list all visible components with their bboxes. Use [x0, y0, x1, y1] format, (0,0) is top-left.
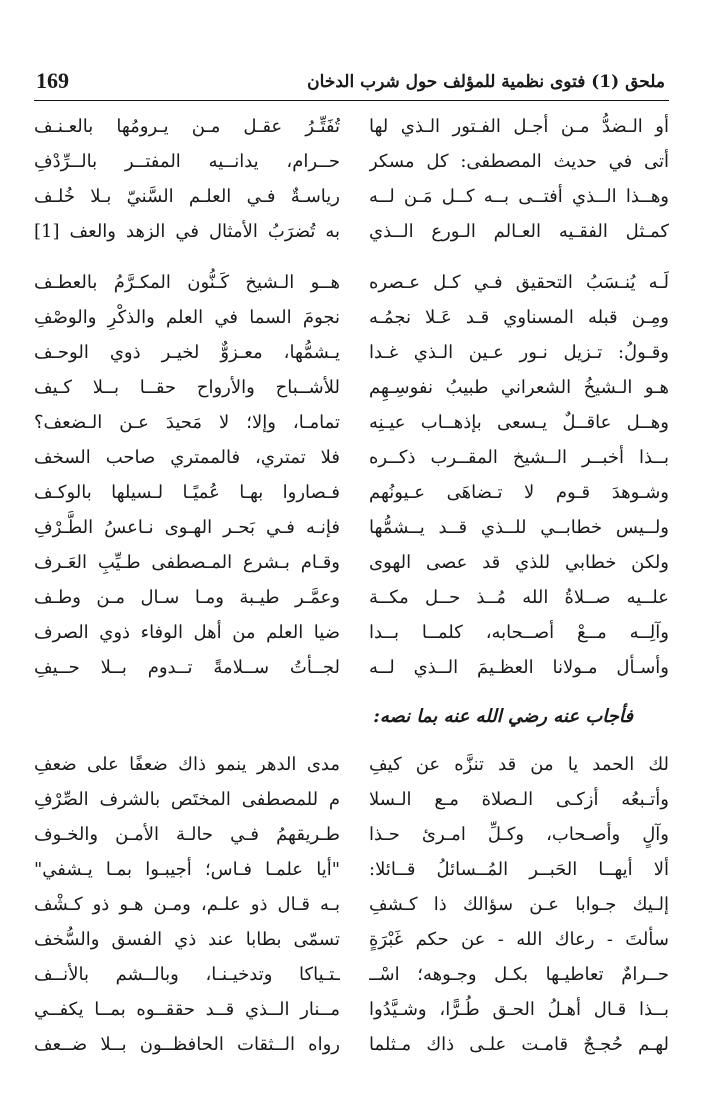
verse-second-hemistich: وعمَّـر طيـبة ومـا سـال مـن وطـف: [34, 587, 340, 608]
verse-first-hemistich: إلـيك جـوابا عـن سؤالك ذا كـشفِ: [369, 894, 669, 915]
verse-second-hemistich: فـصاروا بهـا عُميًـا لـسيلها بالوكـف: [34, 482, 340, 503]
verse-line: [0, 818, 703, 854]
verse-first-hemistich: وهــل عاقــلٌ يـسعى بإذهــاب عيـنِه: [369, 412, 669, 433]
verse-second-hemistich: للأشــباح والأرواح حقــا بــلا كـيف: [34, 377, 340, 398]
verse-line: [0, 371, 703, 407]
verse-second-hemistich: مدى الدهر ينمو ذاك ضعفًا على ضعفِ: [34, 754, 340, 775]
verse-line: [0, 145, 703, 181]
verse-second-hemistich: طـريقهمُ فـي حالـة الأمـن والخـوف: [34, 824, 340, 845]
verse-second-hemistich: تمامـا، وإلا؛ لا مَحيدَ عـن الـضعف؟: [34, 412, 340, 433]
verse-second-hemistich: هــو الـشيخ كَـنُّون المكـرَّمُ بالعطـف: [34, 272, 340, 293]
verse-line: [0, 1028, 703, 1064]
verse-first-hemistich: لك الحمد يا من قد تنزَّه عن كيفِ: [369, 754, 669, 775]
verse-first-hemistich: وقـولُ: تـزيل نـور عـين الـذي غـدا: [369, 342, 669, 363]
verse-first-hemistich: وهــذا الــذي أفتــى بــه كــل مَـن لــه: [369, 186, 669, 207]
verse-first-hemistich: علــيه صــلاةُ الله مُــذ حــل مكــة: [369, 587, 669, 608]
verse-line: [0, 215, 703, 251]
verse-first-hemistich: ولــيس خطابــي للــذي قــد يــشمُّها: [369, 517, 669, 538]
verse-first-hemistich: بــذا أخبــر الــشيخ المقــرب ذكــره: [369, 447, 669, 468]
verse-second-hemistich: فلا تمتري، فالممتري صاحب السخف: [34, 447, 340, 468]
verse-line: [0, 511, 703, 547]
verse-second-hemistich: م للمصطفى المختَص بالشرف الصِّرْفِ: [34, 789, 340, 810]
page-number: 169: [36, 68, 69, 93]
verse-line: [0, 266, 703, 302]
verse-line: [0, 581, 703, 617]
verse-first-hemistich: ألا أيهــا الحَبــر المُــسائلُ قــائلا:: [369, 859, 669, 880]
verse-second-hemistich: لجــأتُ ســلامةً تــدوم بــلا حــيفِ: [34, 657, 340, 678]
verse-line: [0, 616, 703, 652]
verse-line: [0, 853, 703, 889]
verse-first-hemistich: سألتَ - رعاك الله - عن حكم غَبْرَةٍ: [369, 929, 669, 950]
verse-second-hemistich: به تُضرَبُ الأمثال في الزهد والعف [1]: [34, 221, 340, 242]
verse-line: [0, 958, 703, 994]
verse-second-hemistich: مــنار الــذي قــد حققــوه بمــا يكفــي: [34, 999, 340, 1020]
verse-second-hemistich: ـتـياكا وتدخيـنـا، وبالــشم بالأنــف: [34, 964, 340, 985]
verse-first-hemistich: بــذا قـال أهـلُ الحـق طُـرًّا، وشـيَّدُوا: [369, 999, 669, 1020]
answer-heading: فأجاب عنه رضي الله عنه بما نصه:: [373, 706, 633, 727]
header-rule: [34, 100, 669, 101]
verse-first-hemistich: أتى في حديث المصطفى: كل مسكر: [369, 151, 669, 172]
running-header-title: ملحق (1) فتوى نظمية للمؤلف حول شرب الدخان: [307, 72, 665, 92]
verse-second-hemistich: "أيا علمـا فـاس؛ أجيبـوا بمـا يـشفي": [34, 859, 340, 880]
verse-second-hemistich: حــرام، يدانــيه المفتــر بالــرِّدْفِ: [34, 151, 340, 172]
verse-line: [0, 180, 703, 216]
verse-first-hemistich: وآلٍ وأصـحاب، وكـلِّ امـرئ حـذا: [369, 824, 669, 845]
verse-line: [0, 546, 703, 582]
verse-line: [0, 651, 703, 687]
verse-line: [0, 441, 703, 477]
verse-second-hemistich: بـه قـال ذو علـم، ومـن هـو ذو كـشْف: [34, 894, 340, 915]
verse-second-hemistich: وقـام بـشرع المـصطفى طـيِّبِ العَـرف: [34, 552, 340, 573]
verse-second-hemistich: تُفَتِّـرُ عقـل مـن يـرومُها بالعـنـف: [34, 116, 340, 137]
verse-line: [0, 336, 703, 372]
verse-line: [0, 476, 703, 512]
verse-second-hemistich: يـشمُّها، معـزوٌّ لخيـر ذوي الوحـف: [34, 342, 340, 363]
verse-first-hemistich: حــرامٌ تعاطيـها بكـل وجـوهه؛ اسْــ: [369, 964, 669, 985]
verse-line: [0, 301, 703, 337]
verse-first-hemistich: أو الـضدُّ مـن أجـل الفـتور الـذي لها: [369, 116, 669, 137]
verse-first-hemistich: كمـثل الفقـيه العـالم الـورع الــذي: [369, 221, 669, 242]
verse-first-hemistich: هـو الـشيخُ الشعراني طبيبُ نفوسِـهِم: [369, 377, 669, 398]
verse-first-hemistich: لهـم حُجـجٌ قامـت علـى ذاك مـثلما: [369, 1034, 669, 1055]
verse-first-hemistich: ولكن خطابي للذي قد عصى الهوى: [369, 552, 669, 573]
verse-first-hemistich: ومِـن قبله المسناوي قـد عَـلا نجمُـه: [369, 307, 669, 328]
verse-second-hemistich: فإنـه فـي بَحـر الهـوى نـاعسُ الطَّـرْفِ: [34, 517, 340, 538]
verse-line: [0, 406, 703, 442]
verse-second-hemistich: رياسـةٌ فـي العلـم السَّنيّ بـلا خُلـف: [34, 186, 340, 207]
verse-line: [0, 993, 703, 1029]
verse-first-hemistich: وآلِــه مــعْ أصــحابه، كلمــا بــدا: [369, 622, 669, 643]
verse-first-hemistich: وأسـأل مـولانا العظـيمَ الــذي لــه: [369, 657, 669, 678]
verse-line: [0, 748, 703, 784]
verse-line: [0, 783, 703, 819]
verse-second-hemistich: ضيا العلم من أهل الوفاء ذوي الصرف: [34, 622, 340, 643]
verse-second-hemistich: نجومَ السما في العلم والذكْرِ والوصْفِ: [34, 307, 340, 328]
verse-first-hemistich: وشـوهدَ قـوم لا تـضاهَى عـيونُهم: [369, 482, 669, 503]
verse-second-hemistich: تسمّى بطابا عند ذي الفسق والسُّخف: [34, 929, 340, 950]
verse-first-hemistich: لَـه يُنـسَبُ التحقيق فـي كـل عـصره: [369, 272, 669, 293]
verse-line: [0, 923, 703, 959]
verse-line: [0, 888, 703, 924]
verse-line: [0, 110, 703, 146]
verse-first-hemistich: وأتـبعُه أزكـى الـصلاة مـع الـسلا: [369, 789, 669, 810]
verse-second-hemistich: رواه الــثقات الحافظــون بــلا ضــعف: [34, 1034, 340, 1055]
